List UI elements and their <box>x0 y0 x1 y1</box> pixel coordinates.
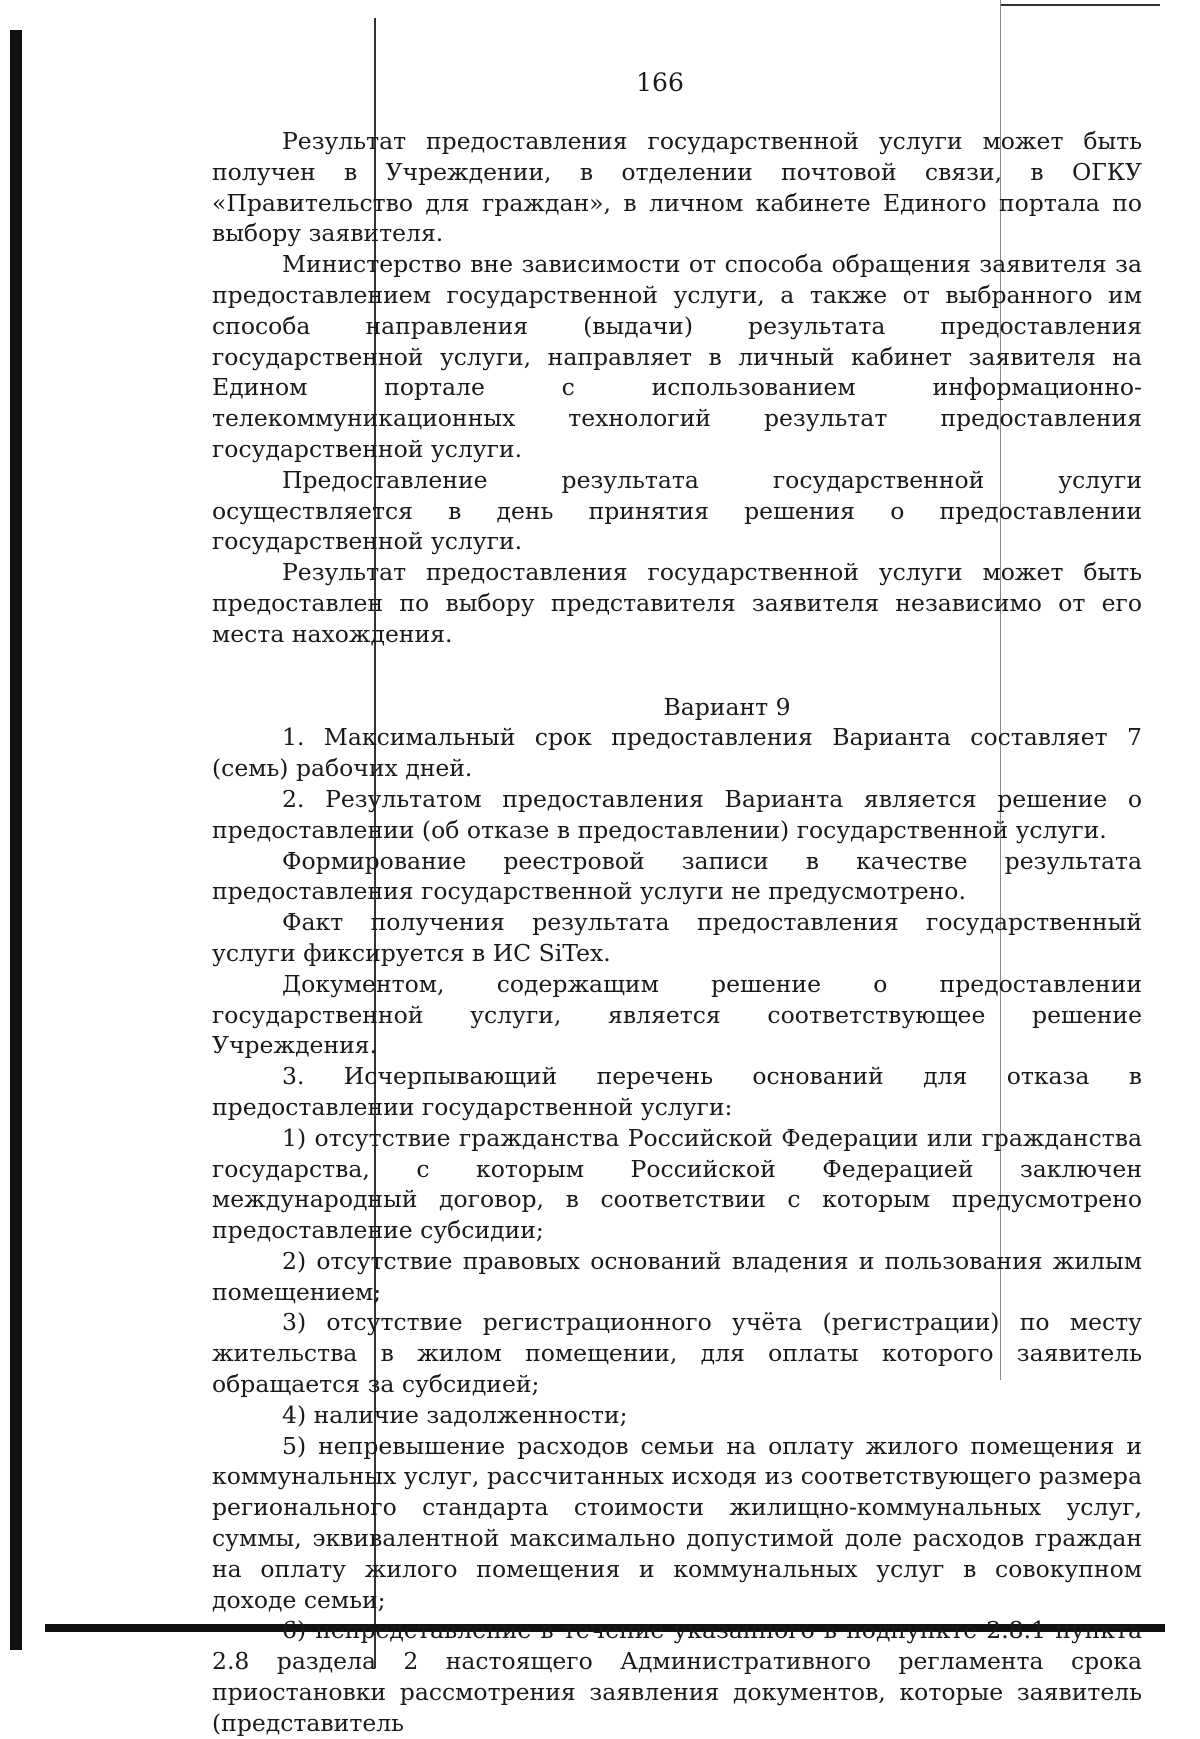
paragraph-refusal-grounds: 3. Исчерпывающий перечень оснований для отказа в предоставлении государственной услуги: <box>212 1062 1142 1121</box>
paragraph-registry-record: Формирование реестровой записи в качестве результата предоставления государственной услуги не предусмотрено. <box>212 846 1142 906</box>
paragraph-result-day: Предоставление результата государственной услуги осуществляется в день принятия решения о предоставлении государственной услуги. <box>212 465 1142 556</box>
paragraph-result-location: Результат предоставления государственной услуги может быть предоставлен по выбору представителя заявителя независимо от его места нахождения. <box>212 558 1142 648</box>
paragraph-decision-document: Документом, содержащим решение о предоставлении государственной услуги, является соответствующее решение Учреждения. <box>212 969 1142 1060</box>
page-number: 166 <box>636 68 684 97</box>
list-item-debt: 4) наличие задолженности; <box>282 1400 628 1429</box>
paragraph-max-term: 1. Максимальный срок предоставления Варианта составляет 7 (семь) рабочих дней. <box>212 723 1142 783</box>
list-item-expenses: 5) непревышение расходов семьи на оплату жилого помещения и коммунальных услуг, рассчитанных исходя из соответствующего размера регионального стандарта стоимости жилищно-коммунальных услуг, суммы, эквивалентной максимально допустимой доле расходов граждан на оплату жилого помещения и коммунальных услуг в совокупном доходе семьи; <box>212 1431 1142 1614</box>
section-heading-variant: Вариант 9 <box>663 692 791 721</box>
list-item-documents: 6) непредставление в течение указанного в подпункте 2.8.1 пункта 2.8 раздела 2 настоящего Административного регламента срока приостановки рассмотрения заявления документов, которые заявитель (представитель <box>212 1616 1142 1737</box>
scan-left-edge <box>10 30 22 1650</box>
paragraph-variant-result: 2. Результатом предоставления Варианта является решение о предоставлении (об отказе в предоставлении) государственной услуги. <box>212 784 1142 844</box>
scan-top-edge <box>1000 4 1160 6</box>
list-item-registration: 3) отсутствие регистрационного учёта (регистрации) по месту жительства в жилом помещении, для оплаты которого заявитель обращается за субсидией; <box>212 1308 1142 1399</box>
list-item-legal-grounds: 2) отсутствие правовых оснований владения и пользования жилым помещением; <box>212 1246 1142 1306</box>
list-item-citizenship: 1) отсутствие гражданства Российской Федерации или гражданства государства, с которым Российской Федерацией заключен международный договор, в соответствии с которым предусмотрено предоставление субсидии; <box>212 1123 1142 1245</box>
paragraph-ministry-cabinet: Министерство вне зависимости от способа обращения заявителя за предоставлением государственной услуги, а также от выбранного им способа направления (выдачи) результата предоставления государственной услуги, направляет в личный кабинет заявителя на Едином портале с использованием информационно-телекоммуникационных технологий результат предоставления государственной услуги. <box>212 250 1142 463</box>
paragraph-result-fixation: Факт получения результата предоставления государственный услуги фиксируется в ИС SiTex. <box>212 908 1142 967</box>
document-body <box>212 126 1142 1739</box>
paragraph-result-channels: Результат предоставления государственной услуги может быть получен в Учреждении, в отделении почтовой связи, в ОГКУ «Правительство для граждан», в личном кабинете Единого портала по выбору заявителя. <box>212 127 1142 248</box>
